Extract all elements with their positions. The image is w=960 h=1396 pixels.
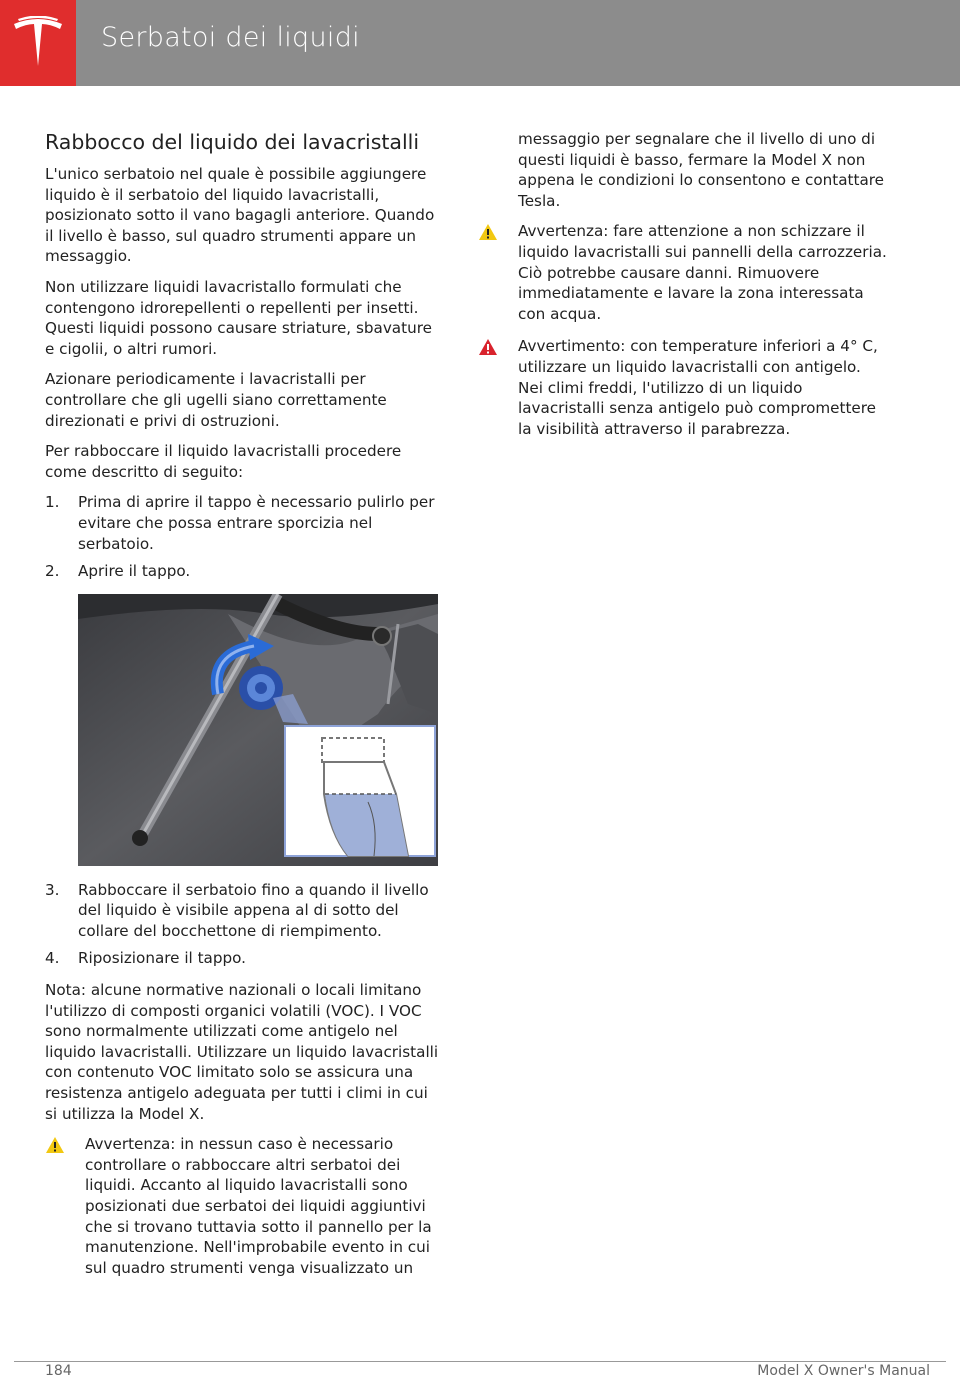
caution-text: Avvertenza: fare attenzione a non schizzare il liquido lavacristalli sui pannelli della carrozzeria. Ciò potrebbe causare danni. Rimuovere immediatamente e lavare la zona interessata con acqua.	[518, 222, 887, 323]
step-number: 4.	[45, 949, 60, 968]
step-text: Rabboccare il serbatoio fino a quando il livello del liquido è visibile appena al di sotto del collare del bocchettone di riempimento.	[78, 880, 429, 940]
step-text: Aprire il tappo.	[78, 562, 191, 581]
list-item	[45, 948, 440, 969]
tesla-logo-icon	[12, 16, 64, 70]
manual-name: Model X Owner's Manual	[757, 1363, 930, 1379]
footer-divider	[14, 1361, 946, 1362]
warning-text: Avvertimento: con temperature inferiori a 4° C, utilizzare un liquido lavacristalli con antigelo. Nei climi freddi, l'utilizzo di un liquido lavacristalli senza antigelo può compromettere la visibilità attraverso il parabrezza.	[518, 337, 878, 438]
section-heading: Rabbocco del liquido dei lavacristalli	[45, 130, 420, 154]
list-item	[45, 561, 440, 582]
list-item	[45, 880, 440, 942]
caution-icon	[45, 1136, 65, 1154]
washer-reservoir-illustration	[78, 594, 438, 866]
step-text: Riposizionare il tappo.	[78, 949, 246, 968]
caution-icon	[478, 223, 498, 241]
washer-cap-image	[78, 594, 438, 866]
left-column	[45, 128, 440, 1290]
warning-block	[478, 336, 888, 439]
page-header	[0, 0, 960, 86]
warning-icon	[478, 338, 498, 356]
page-title: Serbatoi dei liquidi	[101, 22, 360, 53]
step-text: Prima di aprire il tappo è necessario pulirlo per evitare che possa entrare sporcizia nel serbatoio.	[78, 493, 435, 553]
continuation-text: messaggio per segnalare che il livello di uno di questi liquidi è basso, fermare la Model X non appena le condizioni lo consentono e contattare Tesla.	[518, 130, 885, 210]
caution-block	[45, 1134, 440, 1278]
paragraph: Per rabboccare il liquido lavacristalli procedere come descritto di seguito:	[45, 442, 402, 481]
step-number: 3.	[45, 880, 60, 899]
caution-block	[478, 221, 888, 324]
list-item	[45, 492, 440, 554]
paragraph: Non utilizzare liquidi lavacristallo formulati che contengono idrorepellenti o repellenti per insetti. Questi liquidi possono causare striature, sbavature e cigolii, o altri rumori.	[45, 277, 432, 358]
paragraph: L'unico serbatoio nel quale è possibile aggiungere liquido è il serbatoio del liquido lavacristalli, posizionato sotto il vano bagagli anteriore. Quando il livello è basso, sul quadro strumenti appare un messaggio.	[45, 165, 435, 266]
caution-text: Avvertenza: in nessun caso è necessario controllare o rabboccare altri serbatoi dei liquidi. Accanto al liquido lavacristalli sono posizionati due serbatoi dei liquidi aggiuntivi che si trovano tuttavia sotto il pannello per la manutenzione. Nell'improbabile evento in cui sul quadro strumenti venga visualizzato un	[85, 1135, 432, 1277]
step-number: 2.	[45, 562, 60, 581]
step-number: 1.	[45, 493, 60, 512]
note-paragraph: Nota: alcune normative nazionali o locali limitano l'utilizzo di composti organici volatili (VOC). I VOC sono normalmente utilizzati come antigelo nel liquido lavacristalli. Utilizzare un liquido lavacristalli con contenuto VOC limitato solo se assicura una resistenza antigelo adeguata per tutti i climi in cui si utilizza la Model X.	[45, 981, 439, 1123]
paragraph: Azionare periodicamente i lavacristalli per controllare che gli ugelli siano correttamente direzionati e privi di ostruzioni.	[45, 370, 387, 430]
right-column	[518, 129, 888, 451]
page-number: 184	[45, 1363, 72, 1379]
tesla-logo	[0, 0, 76, 86]
